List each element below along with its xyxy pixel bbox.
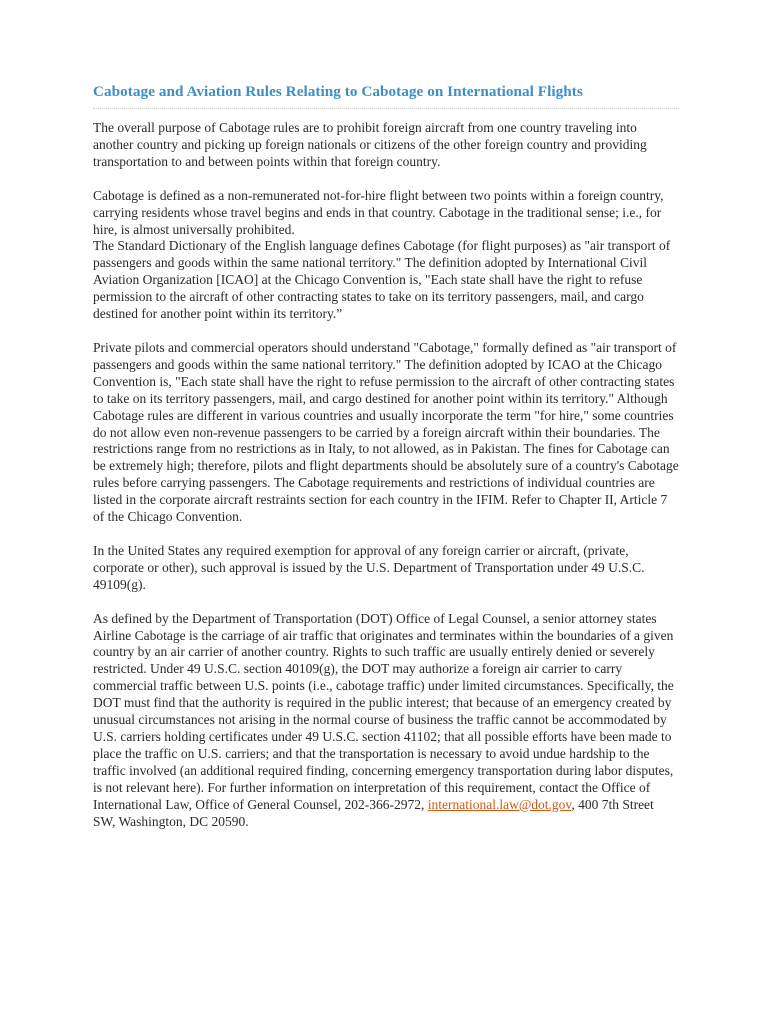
paragraph-definition: Cabotage is defined as a non-remunerated not-for-hire flight between two points within a foreign country, carrying residents whose travel begins and ends in that country. Cabotage in the traditional sense; i.e., for hire, is almost universally prohibited. xyxy=(93,187,664,237)
dot-counsel-text: As defined by the Department of Transportation (DOT) Office of Legal Counsel, a senior attorney states Airline Cabotage is the carriage of air traffic that originates and terminates within the boundaries of a given country by an air carrier of another country. Rights to such traffic are usually entirely denied or severely restricted. Under 49 U.S.C. section 40109(g), the DOT may authorize a foreign air carrier to carry commercial traffic between U.S. points (i.e., cabotage traffic) under limited circumstances. Specifically, the DOT must find that the authority is required in the public interest; that because of an emergency created by unusual circumstances not arising in the normal course of business the traffic cannot be accommodated by U.S. carriers holding certificates under 49 U.S.C. section 41102; that all possible efforts have been made to place the traffic on U.S. carriers; and that the transportation is necessary to avoid undue hardship to the traffic involved (an additional required finding, concerning emergency transportation during labor disputes, is not relevant here). For further information on interpretation of this requirement, contact the Office of International Law, Office of General Counsel, 202-366-2972, xyxy=(93,610,674,812)
email-link[interactable]: international.law@dot.gov xyxy=(427,796,572,812)
document-page xyxy=(93,82,679,830)
document-title: Cabotage and Aviation Rules Relating to Cabotage on International Flights xyxy=(93,83,583,100)
paragraph-purpose: The overall purpose of Cabotage rules are to prohibit foreign aircraft from one country traveling into another country and picking up foreign nationals or citizens of the other foreign country and providing transportation to and between points within that foreign country. xyxy=(93,120,647,169)
paragraph-dot-counsel xyxy=(93,611,679,831)
paragraph-standard-dictionary: The Standard Dictionary of the English language defines Cabotage (for flight purposes) as "air transport of passengers and goods within the same national territory." The definition adopted by International Civil Aviation Organization [ICAO] at the Chicago Convention is, "Each state shall have the right to refuse permission to the aircraft of other contracting states to take on its territory passengers, mail, and cargo destined for another point within its territory.” xyxy=(93,238,671,322)
paragraph-pilots-operators: Private pilots and commercial operators should understand "Cabotage," formally defined as "air transport of passengers and goods within the same national territory." The definition adopted by ICAO at the Chicago Convention is, "Each state shall have the right to refuse permission to the aircraft of other contracting states to take on its territory passengers, mail, and cargo destined for another point within its territory." Although Cabotage rules are different in various countries and usually incorporate the term "for hire," some countries do not allow even non-revenue passengers to be carried by a foreign aircraft within their boundaries. The restrictions range from no restrictions as in Italy, to not allowed, as in Pakistan. The fines for Cabotage can be extremely high; therefore, pilots and flight departments should be absolutely sure of a country's Cabotage rules before carrying passengers. The Cabotage requirements and restrictions of individual countries are listed in the corporate aircraft restraints section for each country in the IFIM. Refer to Chapter II, Article 7 of the Chicago Convention. xyxy=(93,339,679,525)
dot-address-text: , 400 7th Street SW, Washington, DC 20590. xyxy=(93,796,654,829)
paragraph-united-states: In the United States any required exemption for approval of any foreign carrier or aircraft, (private, corporate or other), such approval is issued by the U.S. Department of Transportation under 49 U.S.C. 49109(g). xyxy=(93,542,645,592)
